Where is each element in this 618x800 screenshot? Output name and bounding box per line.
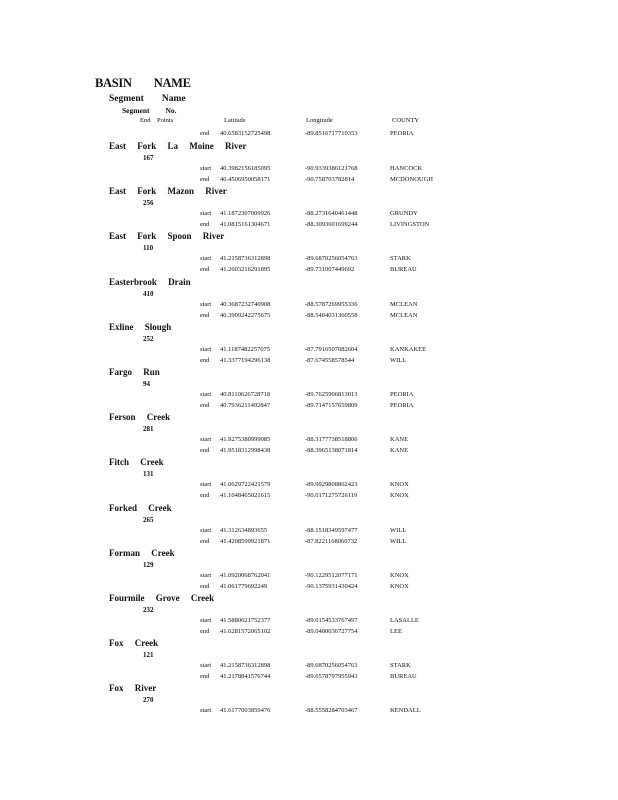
- point-latitude: 41.6281572065102: [220, 628, 271, 635]
- longitude-column-header: Longitude: [306, 117, 333, 124]
- point-end: end: [200, 356, 210, 364]
- point-county: PEORIA: [390, 402, 414, 409]
- segment-number: 410: [143, 289, 154, 298]
- segment-title: Fargo Run: [109, 367, 160, 377]
- point-end: start: [200, 255, 212, 263]
- point-latitude: 41.312634893655: [220, 526, 268, 534]
- point-county: KANE: [390, 436, 409, 444]
- point-longitude: -88.5484031360558: [305, 311, 358, 319]
- point-latitude: 41.0815161304671: [220, 221, 271, 229]
- segment-number: 129: [143, 560, 154, 569]
- segment-number: 131: [143, 470, 154, 479]
- point-end: start: [200, 436, 212, 444]
- point-end: start: [200, 345, 212, 353]
- basin-label: BASIN: [95, 76, 132, 90]
- point-longitude: -88.3093601699244: [305, 221, 358, 229]
- point-county: WILL: [390, 537, 407, 545]
- point-end: end: [200, 130, 210, 137]
- point-county: PEORIA: [390, 391, 414, 398]
- point-latitude: 41.9275380999085: [220, 436, 271, 444]
- segment-name-heading: [109, 94, 186, 104]
- point-end: end: [200, 266, 210, 274]
- segment-title: Ferson Creek: [109, 412, 171, 423]
- segment-number: 167: [143, 154, 154, 162]
- segment-no-heading: [122, 106, 177, 115]
- point-county: STARK: [390, 662, 411, 670]
- point-county: KENDALL: [390, 707, 421, 715]
- point-latitude: 41.1872307009926: [220, 210, 271, 218]
- point-longitude: -87.674558578544: [305, 356, 355, 364]
- point-county: GRUNDY: [390, 210, 418, 218]
- point-longitude: -88.2731640461448: [305, 210, 358, 218]
- point-end: end: [200, 176, 210, 183]
- point-county: STARK: [390, 255, 411, 263]
- segment-title: Easterbrook Drain: [109, 276, 191, 287]
- point-longitude: -90.1375931430424: [305, 582, 358, 590]
- point-latitude: 40.3909242275675: [220, 311, 271, 319]
- point-end: start: [200, 707, 212, 715]
- point-latitude: 41.3377194296138: [220, 356, 271, 364]
- segment-number: 270: [143, 696, 154, 705]
- point-latitude: 41.2603216291895: [220, 266, 271, 274]
- segment-title: Fox River: [109, 683, 157, 694]
- point-county: WILL: [390, 356, 407, 364]
- point-longitude: -87.7916507082604: [305, 345, 358, 353]
- segment-number: 110: [143, 244, 154, 253]
- point-longitude: -89.6870256054763: [305, 255, 358, 263]
- point-longitude: -89.9929808862423: [305, 481, 358, 489]
- point-latitude: 41.0920068762041: [220, 571, 271, 579]
- point-county: BUREAU: [390, 266, 417, 274]
- segment-number: 94: [143, 380, 150, 388]
- point-end: start: [200, 526, 212, 534]
- segment-number: 121: [143, 651, 154, 660]
- name-label: NAME: [153, 76, 191, 90]
- point-longitude: -88.1518349597477: [305, 526, 358, 534]
- point-county: HANCOCK: [390, 165, 423, 172]
- point-county: LIVINGSTON: [390, 221, 430, 229]
- point-end: end: [200, 447, 210, 455]
- point-latitude: 41.1048465021615: [220, 492, 271, 500]
- points-column-header: Points: [157, 117, 174, 124]
- point-end: start: [200, 662, 212, 670]
- point-end: start: [200, 481, 212, 489]
- county-column-header: COUNTY: [392, 117, 420, 124]
- point-county: BUREAU: [390, 673, 417, 681]
- point-latitude: 41.6177003859476: [220, 707, 271, 715]
- point-longitude: -89.0154533767497: [305, 617, 358, 624]
- point-latitude: 41.9518312998438: [220, 447, 271, 455]
- point-longitude: -90.1229512077171: [305, 571, 358, 579]
- point-county: KANKAKEE: [390, 345, 427, 353]
- point-county: KNOX: [390, 571, 409, 579]
- point-latitude: 41.5880621752377: [220, 617, 271, 624]
- segment-label-2: Segment: [122, 106, 150, 115]
- point-longitude: -89.0480036727754: [305, 628, 358, 635]
- point-county: KANE: [390, 447, 409, 455]
- point-longitude: -89.7147157659809: [305, 402, 358, 409]
- no-label: No.: [165, 106, 177, 115]
- point-latitude: 40.3982156185095: [220, 165, 271, 172]
- point-longitude: -88.3177738518806: [305, 436, 358, 444]
- point-end: start: [200, 165, 212, 172]
- point-longitude: -88.3965138071814: [305, 447, 358, 455]
- point-end: end: [200, 628, 210, 635]
- point-longitude: -90.9339386121768: [305, 165, 358, 172]
- point-longitude: -90.0171275726119: [305, 492, 358, 500]
- segment-title: Fourmile Grove Creek: [109, 593, 215, 603]
- segment-number: 265: [143, 515, 154, 524]
- point-county: WILL: [390, 526, 407, 534]
- point-end: start: [200, 300, 212, 308]
- point-latitude: 41.061779692249: [220, 582, 268, 590]
- point-latitude: 41.0629722421579: [220, 481, 271, 489]
- segment-number: 281: [143, 425, 154, 434]
- segment-name-label: Name: [161, 94, 186, 104]
- point-longitude: -90.758703782814: [305, 176, 355, 183]
- segment-number: 232: [143, 606, 154, 614]
- point-end: start: [200, 617, 212, 624]
- point-county: PEORIA: [390, 130, 414, 137]
- point-end: start: [200, 391, 212, 398]
- point-latitude: 40.6583152725498: [220, 130, 271, 137]
- point-end: end: [200, 582, 210, 590]
- point-end: end: [200, 221, 210, 229]
- segment-title: East Fork La Moine River: [109, 141, 247, 151]
- segment-number: 256: [143, 199, 154, 208]
- point-county: MCLEAN: [390, 300, 418, 308]
- point-longitude: -88.5787269955336: [305, 300, 358, 308]
- segment-title: Fox Creek: [109, 638, 159, 649]
- point-end: end: [200, 311, 210, 319]
- segment-title: East Fork Spoon River: [109, 231, 225, 242]
- point-end: end: [200, 537, 210, 545]
- point-longitude: -87.8221168060732: [305, 537, 358, 545]
- point-county: LEE: [390, 628, 402, 635]
- point-end: start: [200, 571, 212, 579]
- latitude-column-header: Latitude: [224, 117, 246, 124]
- point-latitude: 41.4208599921871: [220, 537, 271, 545]
- segment-title: Forman Creek: [109, 547, 175, 558]
- point-county: MCLEAN: [390, 311, 418, 319]
- segment-title: Fitch Creek: [109, 457, 164, 468]
- point-county: MCDONOUGH: [390, 176, 433, 183]
- segment-number: 252: [143, 334, 154, 343]
- point-end: end: [200, 673, 210, 681]
- point-longitude: -89.6870256054763: [305, 662, 358, 670]
- point-latitude: 40.4506950058171: [220, 176, 271, 183]
- basin-name-heading: [95, 76, 191, 91]
- point-longitude: -89.7625906813013: [305, 391, 358, 398]
- end-column-header: End: [140, 117, 151, 124]
- point-latitude: 40.3687232740908: [220, 300, 271, 308]
- point-county: KNOX: [390, 481, 409, 489]
- point-longitude: -89.6578797955943: [305, 673, 358, 681]
- point-end: end: [200, 402, 210, 409]
- point-longitude: -89.731007449692: [305, 266, 355, 274]
- point-end: end: [200, 492, 210, 500]
- segment-title: Exline Slough: [109, 321, 172, 332]
- segment-title: Forked Creek: [109, 502, 172, 513]
- point-latitude: 41.2178841576744: [220, 673, 271, 681]
- point-longitude: -89.8516717710353: [305, 130, 358, 137]
- point-latitude: 41.2158736312898: [220, 255, 271, 263]
- segment-title: East Fork Mazon River: [109, 186, 227, 197]
- point-latitude: 41.2158736312898: [220, 662, 271, 670]
- point-county: KNOX: [390, 582, 409, 590]
- point-latitude: 40.7936211492847: [220, 402, 271, 409]
- point-county: LASALLE: [390, 617, 419, 624]
- segment-label: Segment: [109, 94, 144, 104]
- point-longitude: -88.5558284703467: [305, 707, 358, 715]
- point-latitude: 41.1187482257075: [220, 345, 271, 353]
- point-end: start: [200, 210, 212, 218]
- point-latitude: 40.8110626728718: [220, 391, 271, 398]
- point-county: KNOX: [390, 492, 409, 500]
